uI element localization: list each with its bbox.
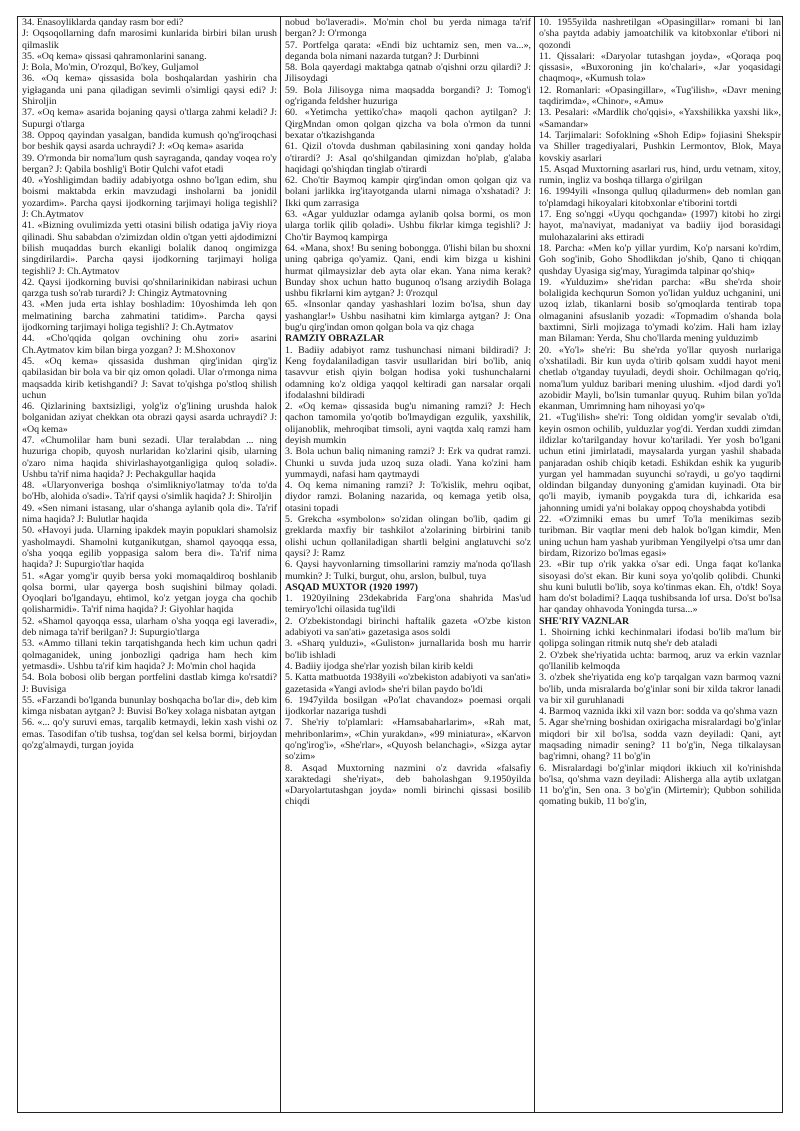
question-item: 65. «Insonlar qanday yashashlari lozim bo'lsa, shun day yashanglar!» Ushbu nasihatni kim kimlarga aytgan? J: Ona bug'u qirg'indan omon qolgan bola va qiz chaga	[285, 299, 531, 334]
question-item: 37. «Oq kema» asarida bojaning qaysi o'tlarga zahmi keladi? J: Supurgi o'tlarga	[22, 107, 277, 130]
question-item: 46. Qizlarining baxtsizligi, yolg'iz o'g'lining urushda halok bolganidan aziyat chekkan ota obrazi qaysi asarda uchraydi? J: «Oq kema»	[22, 401, 277, 435]
question-item: 41. «Bizning ovulimizda yetti otasini bilish odatiga jaViy rioya qilinadi. Shu sababdan o'zimizdan oldin o'tgan yetti ajdodimizni bilish muqaddas burch ekanligi bolalik danoq ongimizga singdirilardi». Parcha qaysi ijodkorning tarjimayi holiga tegishli? J: Ch.Aytmatov	[22, 220, 277, 277]
question-item: 3. Bola uchun baliq nimaning ramzi? J: Erk va qudrat ramzi. Chunki u suvda juda uzoq suza oladi. Yana ko'zini ham yummaydi, nafasi ham qaytmaydi	[285, 446, 531, 480]
question-item: 19. «Yulduzim» she'ridan parcha: «Bu she'rda shoir bolaligida kechqurun Somon yo'lidan yulduz uchganini, uni uzoq izlab, tikanlarni bosib so'qmoqlarda tentirab topa olmaganini afsuslanib yozadi: «Topmadim o'shanda bola baxtimni, Sirli mojizaga to'ymadi ko'zim. Hali ham izlay man Bilaman: Yerda, Shu cho'llarda mening yulduzimb	[539, 276, 781, 345]
question-item: 63. «Agar yulduzlar odamga aylanib qolsa bormi, os mon ularga torlik qilib qoladi». Ushbu fikrlar kimga tegishli? J: Cho'tir Baymoq kampirga	[285, 209, 531, 243]
question-item: 40. «Yoshligimdan badiiy adabiyotga oshno bo'lgan edim, shu boismi maktabda erkin mavzudagi insholarni ba jonidil yozardim». Parcha qaysi ijodkorning tarjimayi holiga tegishli? J: Ch.Aytmatov	[22, 175, 277, 221]
question-item: 23. «Bir tup o'rik yakka o'sar edi. Unga faqat ko'lanka sisoyasi do'st ekan. Bir kuni soya yo'qolib qolibdi. Chunki shu kuni bulutli bo'lib, soya ko'tinmas ekan. Eh, o'tdk! Soya ham do'st boladimi? Laqqa tushibsanda lof ursa. Do'st bo'lsa har qanday ohhavoda Yoningda tursa...»	[539, 559, 781, 616]
question-item: 55. «Farzandi bo'lganda bununlay boshqacha bo'lar di», deb kim kimga nisbatan aytgan? J: Buvisi Bo'key xolaga nisbatan aytgan	[22, 694, 277, 718]
question-item: 57. Portfelga qarata: «Endi biz uchtamiz sen, men va...», deganda bola nimani nazarda tutgan? J: Durbinni	[285, 39, 531, 62]
question-item: 38. Oppoq qayindan yasalgan, bandida kumush qo'ng'iroqchasi bor beshik qaysi asarda uchraydi? J: «Oq kema» asarida	[22, 129, 277, 153]
question-item: 18. Parcha: «Men ko'p yillar yurdim, Ko'p narsani ko'rdim, Goh sog'inib, Goho Shodlikdan jo'shib, Qano ti chiqqan qushday Uyasiga sig'may, Yuragimda talpinar qo'shiq»	[539, 242, 781, 277]
section-heading: SHE'RIY VAZNLAR	[539, 615, 630, 627]
section-heading: ASQAD MUXTOR (1920 1997)	[285, 581, 418, 593]
document-page	[17, 16, 783, 1113]
question-item: 5. Grekcha «symbolon» so'zidan olingan bo'lib, qadim gi greklarda maxfiy bir tashkilot a'zolarining birbirini tanib olishi uchun qollaniladigan shartli belgini anglatuvchi so'z qaysi? J: Ramz	[285, 514, 531, 559]
question-item: 49. «Sen nimani istasang, ular o'shanga aylanib qola di». Ta'rif nima haqida? J: Bulutlar haqida	[22, 502, 277, 526]
question-item: 42. Qaysi ijodkorning buvisi qo'shnilarinikidan nabirasi uchun qarzga tush so'rab turardi? J: Chingiz Aytmatovning	[22, 276, 277, 300]
question-item: 1. Badiiy adabiyot ramz tushunchasi nimani bildiradi? J: Keng foydalaniladigan tasvir usullaridan biri bo'lib, aniq tasavvur etish qiyin bolgan hodisa yoki tushunchalarni odamning ko'z oldiga yaqqol keltiradi gan narsalar orqali ifodalashni bildiradi	[285, 344, 531, 401]
question-item: 5. Katta matbuotda 1938yili «o'zbekiston adabiyoti va san'ati» gazetasida «Yangi avlod» she'ri bilan paydo bo'ldi	[285, 672, 531, 695]
question-item: J: Bola, Mo'min, O'rozqul, Bo'key, Guljamol	[22, 62, 199, 74]
question-item: 47. «Chumolilar ham buni sezadi. Ular teralabdan ... ning huzuriga chopib, quyosh nurlaridan ko'zlarini qisib, ularning o'zaro nima haqida shivirlashayotganligiga quloq soladi». Ushbu ta'rif nima haqida? J: Pechakgullar haqida	[22, 434, 277, 480]
question-item: 61. Qizil o'tovda dushman qabilasining xoni qanday holda o'tirardi? J: Asal qo'shilgandan qimizdan ho'plab, g'alaba haqidagi qo'shiqdan tinglab o'tirardi	[285, 141, 531, 175]
question-item: 56. «... qo'y suruvi emas, tarqalib ketmaydi, lekin xash vishi oz emas. Tasodifan o'tib tushsa, tog'dan sel kelsa bormi, birjoydan qo'zg'almaydi, turgan joyida	[22, 717, 277, 751]
question-item: 39. O'rmonda bir noma'lum qush sayraganda, qanday voqea ro'y bergan? J: Qabila boshlig'i Botir Qulchi vafot etadi	[22, 152, 277, 175]
question-item: 51. «Agar yomg'ir quyib bersa yoki momaqaldiroq boshlanib qolsa bormi, ular qayerga bosh suqishini bilmay qoladi. Oyoqlari bo'lgandayu, ehtimol, ko'z yetgan joyga cha qochib qolisharmidi». Ta'rif nima haqida? J: Giyohlar haqida	[22, 570, 277, 616]
question-item: 16. 1994yili «Insonga qulluq qiladurmen» deb nomlan gan to'plamdagi hikoyalari kitobxonlar e'tiborini tortdi	[539, 186, 781, 209]
question-item: 10. 1955yilda nashretilgan «Opasingillar» romani bi lan o'sha paytda adabiy jamoatchilik va kitobxonlar e'tibori ni qozondi	[539, 17, 781, 51]
question-item: 48. «Ularyonveriga boshqa o'simlikniyo'latmay to'da to'da bo'Hb, alohida o'sadi». Ta'rif qaysi o'simlik haqida? J: Shiroljin	[22, 480, 277, 503]
section-heading: RAMZIY OBRAZLAR	[285, 333, 385, 345]
question-item: 35. «Oq kema» qissasi qahramonlarini sanang.	[22, 50, 207, 62]
question-item: 1. Shoirning ichki kechinmalari ifodasi bo'lib ma'lum bir qolipga solingan ritmik nutq she'r deb ataladi	[539, 627, 781, 650]
question-item: 22. «O'zimniki emas bu umrf To'la menikimas sezib turibman. Bir vaqtlar meni deb halok bo'lgan kimdir, Men uning uchun ham yashab yuribman Yengilyelpi o'tsa umr dan birdam, Rizorizo bo'lmas egasi»	[539, 514, 781, 559]
question-item: 3. o'zbek she'riyatida eng ko'p tarqalgan vazn barmoq vazni bo'lib, unda misralarda bo'g'inlar soni bir xilda takror lanadi va bir xil guruhlanadi	[539, 672, 781, 706]
question-item: 6. Misralardagi bo'g'inlar miqdori ikkiuch xil ko'rinishda bo'lsa, qo'shma vazn deyiladi: Alisherga alla aytib uxlatgan 11 bo'g'in, Sen ona. 3 bo'g'in (Mirtemir); Qubbon sohilida qomating bukib, 11 bo'g'in,	[539, 762, 781, 808]
question-item: 11. Qissalari: «Daryolar tutashgan joyda», «Qoraqa poq qissasi», «Buxoroning jin ko'chalari», «Jar yoqasidagi chaqmoq», «Kumush tola»	[539, 50, 781, 85]
question-item: 7. She'riy to'plamlari: «Hamsabaharlarim», «Rah mat, mehribonlarim», «Chin yurakdan», «99 miniatura», «Karvon qo'ng'irog'i», «She'rlar», «Quyosh belanchagi», «Sizga aytar so'zim»	[285, 717, 531, 763]
question-item: J: Oqsoqollarning dafn marosimi kunlarida birbiri bilan urush qilmaslik	[22, 28, 277, 51]
question-item: 2. O'zbekistondagi birinchi haftalik gazeta «O'zbe kiston adabiyoti va san'ati» gazetasiga asos soldi	[285, 615, 531, 639]
question-item: 15. Asqad Muxtorning asarlari rus, hind, urdu vetnam, xitoy, rumin, ingliz va boshqa tillarga o'girilgan	[539, 163, 781, 187]
question-item: 34. Enasoyliklarda qanday rasm bor edi?	[22, 17, 184, 28]
column-1	[18, 17, 280, 1112]
column-3	[534, 17, 784, 1112]
question-item: 4. Barmoq vaznida ikki xil vazn bor: sodda va qo'shma vazn	[539, 706, 778, 718]
question-item: 5. Agar she'rning boshidan oxirigacha misralardagi bo'g'inlar miqdori bir xil bo'lsa, sodda vazn deyiladi: Qani, ayt maqsading nimadir sening? 11 bo'g'in, Nega tilkalaysan bag'rimni, ohang? 11 bo'g'in	[539, 717, 781, 763]
question-item: 13. Pesalari: «Mardlik cho'qqisi», «Yaxshilikka yaxshi lik», «Samandar»	[539, 107, 781, 130]
question-item: 62. Cho'tir Baymoq kampir qirg'indan omon qolgan qiz va bolani jarlikka irg'itayotganda ularni nimaga o'xshatadi? J: Ikki qum zarrasiga	[285, 175, 531, 209]
column-2	[280, 17, 534, 1112]
question-item: 44. «Cho'qqida qolgan ovchining ohu zori» asarini Ch.Aytmatov kim bilan birga yozgan? J: M.Shoxonov	[22, 333, 277, 356]
question-item: 45. «Oq kema» qissasida dushman qirg'inidan qirg'iz qabilasidan bir bola va bir qiz omon qoladi. Ular o'rmonga nima maqsadda kirib ketishgandi? J: Savat to'qishga po'stloq shilish uchun	[22, 355, 277, 401]
question-item: 53. «Ammo tillani tekin tarqatishganda hech kim uchun qadri qolmaganidek, uning jonbozligi qadriga ham hech kim yetmasdi». Ushbu ta'rif kim haqida? J: Mo'min chol haqida	[22, 638, 277, 672]
question-item: 20. «Yo'l» she'ri: Bu she'rda yo'llar quyosh nurlariga o'xshatiladi. Bir kun uyda o'tirib qolsam xuddi hayot meni chetlab o'tganday tuyuladi, deydi shoir. Ochilmagan qo'riq, noma'lum yulduz baribari mening ulushim. «Ijod dardi yo'l azobidir Mayli, bo'lsin tumanlar quyuq. Ruhim bilan yo'lda ekanman, Umrimning ham nihoyasi yo'q»	[539, 344, 781, 413]
question-item: 4. Badiiy ijodga she'rlar yozish bilan kirib keldi	[285, 660, 474, 672]
question-item: 2. «Oq kema» qissasida bug'u nimaning ramzi? J: Hech qachon tamomila yo'qotib bo'lmaydigan ezgulik, yaxshilik, olijanoblik, mehroqibat timsoli, ayni vaqtda xalq ramzi ham deyish mumkin	[285, 401, 531, 446]
question-item: 1. 1920yilning 23dekabrida Farg'ona shahrida Mas'ud temiryo'lchi oilasida tug'ildi	[285, 593, 531, 616]
question-item: 17. Eng so'nggi «Uyqu qochganda» (1997) kitobi ho zirgi hayot, ma'naviyat, madaniyat va badiiy ijod borasidagi mulohazalarini aks ettiradi	[539, 209, 781, 243]
question-item: nobud bo'laveradi». Mo'min chol bu yerda nimaga ta'rif bergan? J: O'rmonga	[285, 17, 531, 40]
question-item: 8. Asqad Muxtorning nazmini o'z davrida «falsafiy xaraktedagi she'riyat», deb baholashgan 9.1950yilda «Daryolartutashgan joyda» nomli birinchi qissasi bosilib chiqdi	[285, 762, 531, 808]
question-item: 2. O'zbek she'riyatida uchta: barmoq, aruz va erkin vaznlar qo'llanilib kelmoqda	[539, 649, 781, 672]
question-item: 14. Tarjimalari: Sofoklning «Shoh Edip» fojiasini Shekspir va Shiller tragediyalari, Pushkin Lermontov, Blok, Maya kovskiy asarlari	[539, 129, 781, 164]
question-item: 52. «Shamol qayoqqa essa, ularham o'sha yoqqa egi laveradi», deb nimaga ta'rif berilgan? J: Supurgio'tlarga	[22, 615, 277, 639]
question-item: 4. Oq kema nimaning ramzi? J: To'kislik, mehru oqibat, diydor ramzi. Bolaning nazarida, oq kemaga yetib olsa, otasini topadi	[285, 480, 531, 514]
question-item: 21. «Tug'ilish» she'ri: Tong oldidan yomg'ir sevalab o'tdi, keyin osmon ochilib, yulduzlar yog'di. Yerdan xuddi zimdan ildizlar ko'tarilganday hovur ko'tariladi. Yer yosh bo'lgani uchun etini jimirlatadi, maysalarda yurgan yashil shabada panjaradan oshib chiqib ketadi. Eshikdan eshik ka yugurib yurgan yel hammadan suyunchi so'raydi, u go'yo taqdirni oldindan bilganday dunyoning g'amidan kuyinadi. Ota bir qo'li mayib, iymanib poygakda tura di, ichkarida esa jahonning umidi ya'ni bolakay oppoq choyshabda yotibdi	[539, 412, 781, 514]
question-item: 60. «Yetimcha yettiko'cha» maqoli qachon aytilgan? J: QirgMndan omon qolgan qizcha va bola o'rmon da tunni bexatar o'tkazishganda	[285, 107, 531, 141]
question-item: 59. Bola Jilisoyga nima maqsadda borgandi? J: Tomog'i og'riganda feldsher huzuriga	[285, 84, 531, 108]
question-item: 58. Bola qayerdagi maktabga qatnab o'qishni orzu qilardi? J: Jilisoydagi	[285, 62, 531, 85]
question-item: 43. «Men juda erta ishlay boshladim: 10yoshimda leh qon melmatining barcha zahmatini tatidim». Parcha qaysi ijodkorning tarjimayi holiga tegishli? J: Ch.Aytmatov	[22, 299, 277, 334]
question-item: 50. «Havoyi juda. Ularning ipakdek mayin popuklari shamolsiz yasholmaydi. Shamolni kutganikutgan, shamol qayoqqa essa, o'sha yoqqa egilib yoppasiga salom bera di». Ta'rif nima haqida? J: Supurgio'tlar haqida	[22, 525, 277, 571]
question-item: 54. Bola bobosi olib bergan portfelini dastlab kimga ko'rsatdi? J: Buvisiga	[22, 672, 277, 695]
question-item: 6. Qaysi hayvonlarning timsollarini ramziy ma'noda qo'llash mumkin? J: Tulki, burgut, ohu, arslon, bulbul, tuya	[285, 559, 531, 582]
question-item: 3. «Sharq yulduzi», «Guliston» jurnallarida bosh mu harrir bo'lib ishladi	[285, 638, 531, 661]
question-item: 36. «Oq kema» qissasida bola boshqalardan yashirin cha yigłaganda uni pana qiladigan sevimli o'simligi qaysi edi? J: Shiroljin	[22, 73, 277, 108]
question-item: 6. 1947yilda bosilgan «Po'lat chavandoz» poemasi orqali ijodkorlar nazariga tushdi	[285, 694, 531, 718]
question-item: 12. Romanlari: «Opasingillar», «Tug'ilish», «Davr mening taqdirimda», «Chinor», «Amu»	[539, 84, 781, 108]
question-item: 64. «Mana, shox! Bu sening bobongga. 0'lishi bilan bu shoxni uning qabriga qo'yamiz. Qani, endi kim bizga u kishini hurmat qilmaysizlar deb ayta olar ekan. Yana nima kerak? Bunday shox uchun hatto bugunoq o'lsang arziydih Bolaga ushbu fikrlarni kim aytgan? J: 0'rozqul	[285, 242, 531, 300]
